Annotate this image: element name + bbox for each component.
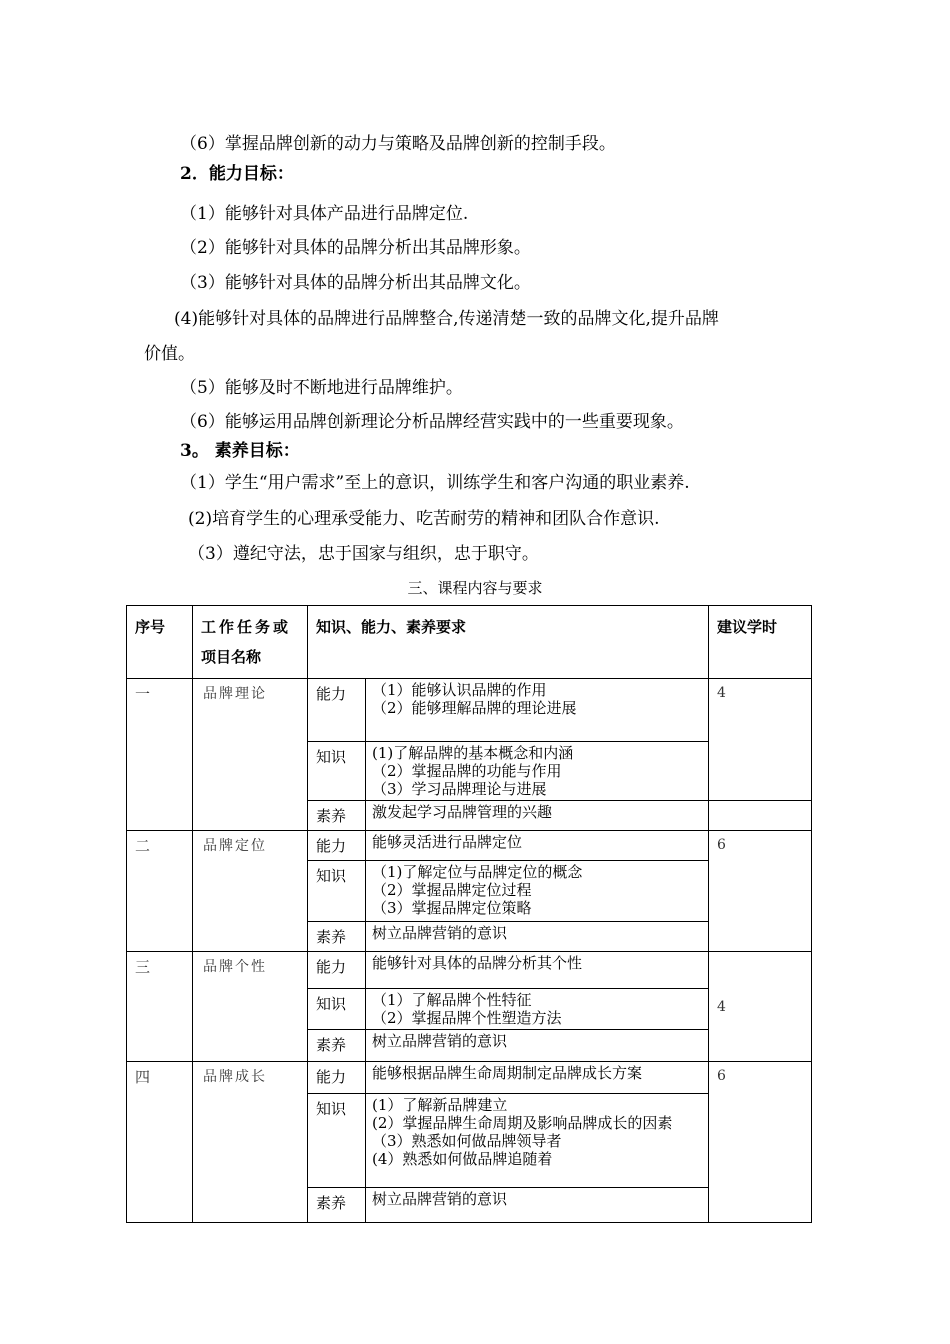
heading-ability-goals: 2．能力目标：	[180, 164, 294, 184]
category-literacy: 素养	[308, 922, 366, 952]
list-item: (1)了解品牌的基本概念和内涵	[372, 744, 574, 762]
category-knowledge: 知识	[308, 989, 366, 1030]
list-item: （1）了解品牌个性特征	[372, 991, 532, 1009]
category-knowledge: 知识	[308, 742, 366, 801]
knowledge-items	[366, 861, 709, 922]
course-content-table	[126, 605, 812, 1223]
paragraph-knowledge-6: （6）掌握品牌创新的动力与策略及品牌创新的控制手段。	[180, 134, 616, 154]
list-item: (4）熟悉如何做品牌追随着	[372, 1150, 553, 1168]
header-seq: 序号	[127, 606, 193, 679]
row-hours: 4	[709, 679, 812, 801]
list-item: 能够灵活进行品牌定位	[372, 833, 523, 851]
category-knowledge: 知识	[308, 1094, 366, 1188]
category-ability: 能力	[308, 1062, 366, 1094]
list-item: （2）掌握品牌个性塑造方法	[372, 1009, 562, 1027]
ability-items	[366, 1062, 709, 1094]
header-requirements: 知识、能力、素养要求	[308, 606, 709, 679]
literacy-item: 树立品牌营销的意识	[366, 1030, 709, 1062]
row-project-name: 品牌个性	[193, 952, 308, 1062]
paragraph-ability-1: （1）能够针对具体产品进行品牌定位.	[180, 204, 469, 224]
row-seq: 四	[127, 1062, 193, 1223]
literacy-item: 树立品牌营销的意识	[366, 922, 709, 952]
ability-items	[366, 831, 709, 861]
row-project-name: 品牌定位	[193, 831, 308, 952]
row-hours: 4	[709, 952, 812, 1062]
list-item: （3）学习品牌理论与进展	[372, 780, 547, 798]
paragraph-ability-4: (4)能够针对具体的品牌进行品牌整合,传递清楚一致的品牌文化,提升品牌	[174, 309, 719, 329]
paragraph-literacy-3: （3）遵纪守法，忠于国家与组织，忠于职守。	[188, 544, 539, 564]
paragraph-ability-6: （6）能够运用品牌创新理论分析品牌经营实践中的一些重要现象。	[180, 412, 684, 432]
table-header-row	[127, 606, 812, 679]
list-item: （2）掌握品牌的功能与作用	[372, 762, 562, 780]
category-knowledge: 知识	[308, 861, 366, 922]
row-project-name: 品牌成长	[193, 1062, 308, 1223]
paragraph-literacy-1: （1）学生“用户需求”至上的意识，训练学生和客户沟通的职业素养.	[180, 473, 690, 493]
category-ability: 能力	[308, 679, 366, 742]
row-seq: 二	[127, 831, 193, 952]
list-item: 能够针对具体的品牌分析其个性	[372, 954, 583, 972]
knowledge-items	[366, 1094, 709, 1188]
literacy-item: 激发起学习品牌管理的兴趣	[366, 801, 709, 831]
row-seq: 三	[127, 952, 193, 1062]
paragraph-ability-2: （2）能够针对具体的品牌分析出其品牌形象。	[180, 238, 531, 258]
heading-literacy-goals: 3。 素养目标：	[180, 441, 300, 461]
list-item: （1)了解定位与品牌定位的概念	[372, 863, 583, 881]
row-project-name: 品牌理论	[193, 679, 308, 831]
list-item: （3）熟悉如何做品牌领导者	[372, 1132, 562, 1150]
header-task-line1: 工作任务或	[201, 618, 292, 636]
table-row	[127, 1062, 812, 1094]
row-hours: 6	[709, 1062, 812, 1223]
ability-items	[366, 952, 709, 989]
header-task-line2: 项目名称	[201, 648, 262, 666]
ability-items	[366, 679, 709, 742]
list-item: （2）掌握品牌定位过程	[372, 881, 532, 899]
table-caption: 三、课程内容与要求	[407, 579, 543, 597]
header-hours: 建议学时	[709, 606, 812, 679]
paragraph-literacy-2: (2)培育学生的心理承受能力、吃苦耐劳的精神和团队合作意识.	[188, 509, 660, 529]
list-item: （3）掌握品牌定位策略	[372, 899, 532, 917]
category-ability: 能力	[308, 952, 366, 989]
row-seq: 一	[127, 679, 193, 831]
list-item: 能够根据品牌生命周期制定品牌成长方案	[372, 1064, 643, 1082]
header-task	[193, 606, 308, 679]
category-literacy: 素养	[308, 1188, 366, 1223]
table-row	[127, 679, 812, 742]
list-item: (2）掌握品牌生命周期及影响品牌成长的因素	[372, 1114, 673, 1132]
paragraph-ability-4-cont: 价值。	[144, 344, 195, 364]
list-item: (1）了解新品牌建立	[372, 1096, 508, 1114]
table-row	[127, 952, 812, 989]
list-item: （2）能够理解品牌的理论进展	[372, 699, 577, 717]
knowledge-items	[366, 742, 709, 801]
category-ability: 能力	[308, 831, 366, 861]
paragraph-ability-5: （5）能够及时不断地进行品牌维护。	[180, 378, 463, 398]
category-literacy: 素养	[308, 1030, 366, 1062]
empty-cell	[709, 801, 812, 831]
list-item: （1）能够认识品牌的作用	[372, 681, 547, 699]
knowledge-items	[366, 989, 709, 1030]
category-literacy: 素养	[308, 801, 366, 831]
literacy-item: 树立品牌营销的意识	[366, 1188, 709, 1223]
table-row	[127, 831, 812, 861]
row-hours: 6	[709, 831, 812, 952]
paragraph-ability-3: （3）能够针对具体的品牌分析出其品牌文化。	[180, 273, 531, 293]
